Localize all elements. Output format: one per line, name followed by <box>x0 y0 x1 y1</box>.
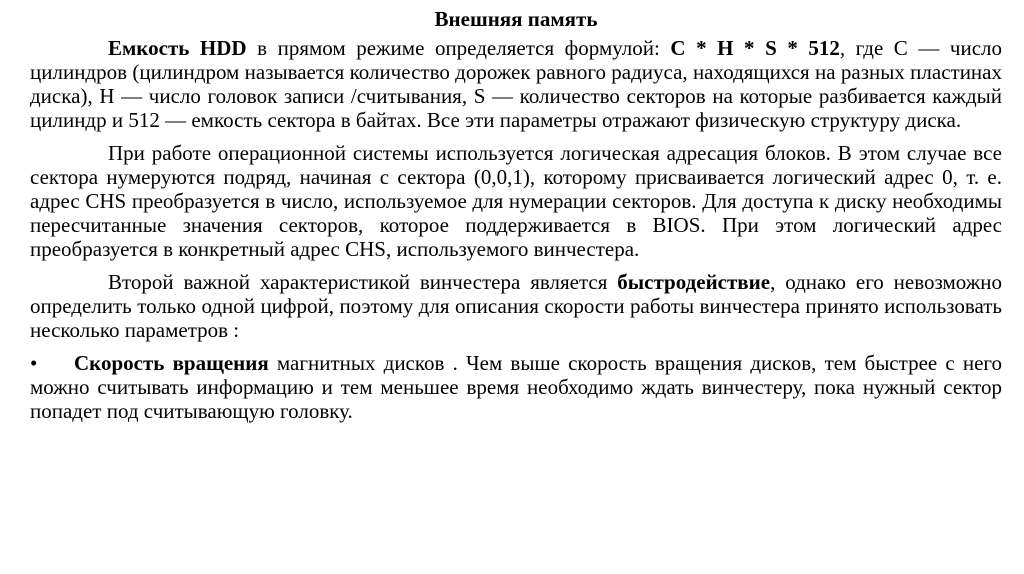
page-title: Внешняя память <box>434 7 598 31</box>
paragraph-logical-addressing: При работе операционной системы используется логическая адресация блоков. В этом случае все сектора нумеруются подряд, начиная с сектора (0,0,1), которому присваивается логический адрес 0, т. е. адрес CHS преобразуется в число, используемое для нумерации секторов. Для доступа к диску необходимы пересчитанные значения секторов, которое поддерживается в BIOS. При этом логический адрес преобразуется в конкретный адрес CHS, используемого винчестера. <box>30 141 1002 261</box>
paragraph-text: , где C — число цилиндров (цилиндром называется количество дорожек равного радиуса, находящихся на разных пластинах диска), H — число головок записи /считывания, S — количество секторов на которые разбивается каждый цилиндр и 512 — емкость сектора в байтах. Все эти параметры отражают физическую структуру диска. <box>30 36 1003 132</box>
term-hdd-capacity: Емкость HDD <box>108 36 247 60</box>
paragraph-text: Второй важной характеристикой винчестера является <box>108 270 618 294</box>
bullet-icon: • <box>30 351 38 375</box>
term-performance: быстродействие <box>617 270 771 294</box>
paragraph-text: магнитных дисков . Чем выше скорость вращения дисков, тем быстрее с него можно считывать информацию и тем меньшее время необходимо ждать винчестеру, пока нужный сектор попадет под считывающую головку. <box>30 351 1003 423</box>
paragraph-performance <box>30 270 1002 342</box>
paragraph-text: , однако его невозможно определить только одной цифрой, поэтому для описания скорости работы винчестера принято использовать несколько параметров : <box>30 270 1003 342</box>
bullet-rotation-speed <box>30 351 1002 423</box>
paragraph-hdd-capacity <box>30 36 1002 132</box>
formula-chs: C * H * S * 512 <box>670 36 840 60</box>
bullet-text <box>30 351 1002 423</box>
paragraph-text: в прямом режиме определяется формулой: <box>246 36 671 60</box>
term-rotation-speed: Скорость вращения <box>74 351 269 375</box>
